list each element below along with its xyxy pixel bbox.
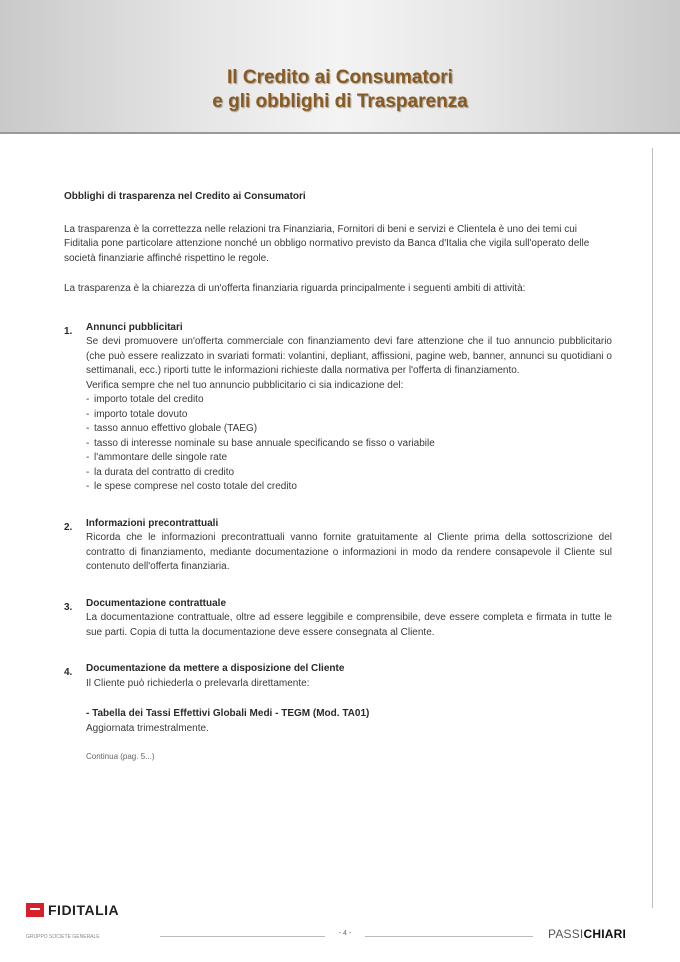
tegm-table-title: - Tabella dei Tassi Effettivi Globali Medi - TEGM (Mod. TA01) xyxy=(86,708,370,719)
tegm-table-note: Aggiornata trimestralmente. xyxy=(86,722,209,734)
list-item-customer-docs xyxy=(64,662,612,765)
item-title: Informazioni precontrattuali xyxy=(86,517,219,529)
page-number: - 4 - xyxy=(338,930,352,937)
header-band xyxy=(0,0,680,134)
page-title-line2: e gli obblighi di Trasparenza xyxy=(212,91,468,112)
footer-rule-right xyxy=(365,936,533,937)
item-body: Se devi promuovere un'offerta commerciale con finanziamento devi fare attenzione che il tuo annuncio pubblicitario (che può essere realizzato in svariati formati: volantini, depliant, affissioni, pagine web, banner, annunci su quotidiani o settimanali, ecc.) riporti tutte le informazioni richieste dalla normativa per l'offerta di finanziamento. xyxy=(86,336,612,376)
list-number: 1. xyxy=(64,325,73,337)
item-body: Il Cliente può richiederla o prelevarla direttamente: xyxy=(86,677,310,689)
brand-light: PASSI xyxy=(548,927,584,941)
fiditalia-logo-text: FIDITALIA xyxy=(48,902,120,918)
intro-paragraph-2: La trasparenza è la chiarezza di un'offerta finanziaria riguarda principalmente i seguenti ambiti di attività: xyxy=(64,283,526,294)
page-title-line1: Il Credito ai Consumatori xyxy=(227,67,453,88)
bullet-item: - importo totale del credito xyxy=(86,393,612,408)
bullet-item: - la durata del contratto di credito xyxy=(86,466,612,481)
bullet-item: - l'ammontare delle singole rate xyxy=(86,451,612,466)
list-item-advertising xyxy=(64,321,612,495)
main-content xyxy=(64,190,612,765)
section-title: Obblighi di trasparenza nel Credito ai Consumatori xyxy=(64,191,306,202)
item-body: La documentazione contrattuale, oltre ad essere leggibile e comprensibile, deve essere completa e firmata in tutte le sue parti. Copia di tutta la documentazione deve essere consegnata al Cliente. xyxy=(86,612,612,638)
bullet-item: - tasso di interesse nominale su base annuale specificando se fisso o variabile xyxy=(86,437,612,452)
item-title: Documentazione contrattuale xyxy=(86,597,227,609)
fiditalia-logo xyxy=(26,902,119,918)
footer-group-label: GRUPPO SOCIETE GENERALE xyxy=(26,934,100,940)
list-item-precontractual xyxy=(64,517,612,575)
footer-rule-left xyxy=(160,936,325,937)
intro-paragraph-1: La trasparenza è la correttezza nelle relazioni tra Finanziaria, Fornitori di beni e servizi e Clientela è uno dei temi cui Fiditalia pone particolare attenzione nonché un obbligo normativo previsto da Banca d'Italia che vigila sull'operato delle società finanziarie affinché rispettino le regole. xyxy=(64,223,590,264)
list-number: 3. xyxy=(64,601,73,613)
bullet-item: - le spese comprese nel costo totale del credito xyxy=(86,480,612,495)
list-number: 4. xyxy=(64,667,73,678)
list-item-contractual xyxy=(64,597,612,641)
side-rule xyxy=(652,148,653,908)
brand-bold: CHIARI xyxy=(583,927,627,941)
item-title: Annunci pubblicitari xyxy=(86,321,183,333)
item-body: Ricorda che le informazioni precontrattuali vanno fornite gratuitamente al Cliente prima della sottoscrizione del contratto di finanziamento, mediante documentazione o informazioni in modo da rendere consapevole il Cliente sul contenuto dell'offerta finanziaria. xyxy=(86,532,612,572)
passi-chiari-brand xyxy=(548,927,626,941)
bullet-list xyxy=(86,393,612,495)
continue-note: Continua (pag. 5...) xyxy=(86,752,155,761)
page-title xyxy=(0,66,680,114)
bullet-item: - tasso annuo effettivo globale (TAEG) xyxy=(86,422,612,437)
fiditalia-logo-icon xyxy=(26,903,44,917)
item-title: Documentazione da mettere a disposizione del Cliente xyxy=(86,663,345,674)
bullet-item: - importo totale dovuto xyxy=(86,408,612,423)
list-number: 2. xyxy=(64,521,73,533)
item-lead: Verifica sempre che nel tuo annuncio pubblicitario ci sia indicazione del: xyxy=(86,379,404,391)
